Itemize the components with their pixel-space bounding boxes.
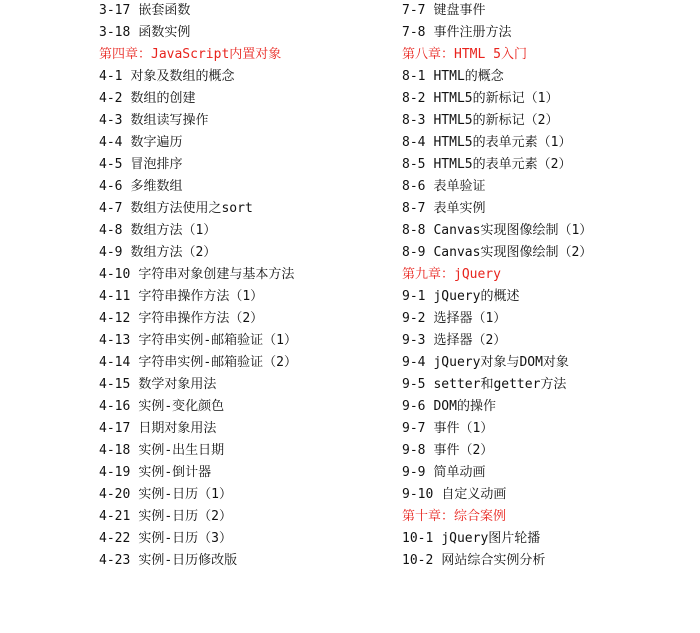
toc-entry bbox=[402, 242, 592, 264]
toc-entry bbox=[99, 132, 297, 154]
toc-entry bbox=[99, 440, 297, 462]
entry-number: 8-1 bbox=[402, 69, 426, 84]
entry-number: 4-6 bbox=[99, 179, 123, 194]
entry-title: Canvas实现图像绘制（1） bbox=[433, 223, 593, 238]
entry-title: 事件（2） bbox=[433, 443, 494, 458]
toc-right-column bbox=[402, 0, 592, 572]
entry-title: 自定义动画 bbox=[441, 487, 507, 502]
toc-left-column bbox=[99, 0, 297, 572]
toc-entry bbox=[402, 88, 592, 110]
entry-title: 日期对象用法 bbox=[138, 421, 217, 436]
entry-title: 实例-日历（1） bbox=[138, 487, 232, 502]
entry-title: 嵌套函数 bbox=[138, 3, 191, 18]
toc-entry bbox=[402, 352, 592, 374]
entry-number: 10-2 bbox=[402, 553, 434, 568]
entry-number: 9-4 bbox=[402, 355, 426, 370]
entry-number: 9-2 bbox=[402, 311, 426, 326]
toc-entry bbox=[99, 0, 297, 22]
entry-number: 4-9 bbox=[99, 245, 123, 260]
toc-entry bbox=[99, 264, 297, 286]
entry-number: 4-19 bbox=[99, 465, 131, 480]
entry-title: jQuery的概述 bbox=[433, 289, 520, 304]
entry-number: 8-4 bbox=[402, 135, 426, 150]
entry-number: 9-1 bbox=[402, 289, 426, 304]
entry-title: HTML5的表单元素（2） bbox=[433, 157, 572, 172]
entry-number: 4-11 bbox=[99, 289, 131, 304]
entry-title: Canvas实现图像绘制（2） bbox=[433, 245, 593, 260]
toc-entry bbox=[402, 330, 592, 352]
entry-number: 9-8 bbox=[402, 443, 426, 458]
entry-number: 8-5 bbox=[402, 157, 426, 172]
entry-number: 4-4 bbox=[99, 135, 123, 150]
entry-number: 4-23 bbox=[99, 553, 131, 568]
entry-title: 数组方法使用之sort bbox=[130, 201, 253, 216]
toc-entry bbox=[402, 440, 592, 462]
entry-number: 3-18 bbox=[99, 25, 131, 40]
toc-entry bbox=[99, 396, 297, 418]
chapter-heading: 第九章：jQuery bbox=[402, 267, 501, 282]
toc-entry bbox=[402, 308, 592, 330]
toc-entry bbox=[99, 528, 297, 550]
entry-title: DOM的操作 bbox=[433, 399, 496, 414]
toc-entry bbox=[402, 154, 592, 176]
entry-title: 字符串对象创建与基本方法 bbox=[138, 267, 295, 282]
toc-entry bbox=[99, 462, 297, 484]
entry-title: 实例-日历（3） bbox=[138, 531, 232, 546]
entry-number: 9-6 bbox=[402, 399, 426, 414]
toc-entry bbox=[99, 242, 297, 264]
toc-entry bbox=[99, 110, 297, 132]
entry-title: HTML5的表单元素（1） bbox=[433, 135, 572, 150]
entry-number: 4-10 bbox=[99, 267, 131, 282]
toc-entry bbox=[402, 176, 592, 198]
toc-entry bbox=[99, 352, 297, 374]
toc-entry bbox=[402, 528, 592, 550]
entry-title: 字符串实例-邮箱验证（1） bbox=[138, 333, 297, 348]
entry-title: 简单动画 bbox=[433, 465, 486, 480]
toc-entry bbox=[402, 286, 592, 308]
entry-number: 9-9 bbox=[402, 465, 426, 480]
entry-number: 4-12 bbox=[99, 311, 131, 326]
entry-number: 8-9 bbox=[402, 245, 426, 260]
entry-title: 数学对象用法 bbox=[138, 377, 217, 392]
entry-title: 字符串操作方法（2） bbox=[138, 311, 264, 326]
entry-number: 4-14 bbox=[99, 355, 131, 370]
toc-entry bbox=[402, 132, 592, 154]
toc-entry bbox=[402, 0, 592, 22]
entry-number: 7-7 bbox=[402, 3, 426, 18]
chapter-heading: 第四章：JavaScript内置对象 bbox=[99, 47, 282, 62]
entry-title: 选择器（2） bbox=[433, 333, 507, 348]
toc-entry bbox=[402, 462, 592, 484]
toc-entry bbox=[402, 374, 592, 396]
entry-title: jQuery对象与DOM对象 bbox=[433, 355, 569, 370]
entry-number: 4-15 bbox=[99, 377, 131, 392]
toc-entry bbox=[402, 198, 592, 220]
entry-number: 8-3 bbox=[402, 113, 426, 128]
toc-entry bbox=[402, 22, 592, 44]
entry-title: 数组读写操作 bbox=[130, 113, 209, 128]
entry-title: 实例-日历（2） bbox=[138, 509, 232, 524]
toc-entry bbox=[402, 484, 592, 506]
entry-number: 4-16 bbox=[99, 399, 131, 414]
toc-entry bbox=[99, 88, 297, 110]
entry-title: 字符串实例-邮箱验证（2） bbox=[138, 355, 297, 370]
toc-entry bbox=[99, 374, 297, 396]
toc-entry bbox=[402, 418, 592, 440]
entry-number: 4-18 bbox=[99, 443, 131, 458]
entry-number: 4-3 bbox=[99, 113, 123, 128]
toc-entry bbox=[99, 308, 297, 330]
entry-title: 事件（1） bbox=[433, 421, 494, 436]
entry-number: 4-2 bbox=[99, 91, 123, 106]
entry-number: 4-7 bbox=[99, 201, 123, 216]
entry-title: setter和getter方法 bbox=[433, 377, 567, 392]
entry-title: 实例-变化颜色 bbox=[138, 399, 225, 414]
entry-number: 9-3 bbox=[402, 333, 426, 348]
toc-entry bbox=[99, 176, 297, 198]
toc-entry bbox=[402, 66, 592, 88]
entry-number: 8-2 bbox=[402, 91, 426, 106]
toc-entry bbox=[99, 220, 297, 242]
entry-title: 键盘事件 bbox=[433, 3, 486, 18]
entry-title: 函数实例 bbox=[138, 25, 191, 40]
entry-number: 3-17 bbox=[99, 3, 131, 18]
toc-entry bbox=[99, 286, 297, 308]
entry-number: 10-1 bbox=[402, 531, 434, 546]
entry-number: 4-22 bbox=[99, 531, 131, 546]
toc-entry bbox=[99, 154, 297, 176]
toc-entry bbox=[99, 22, 297, 44]
toc-entry bbox=[402, 220, 592, 242]
entry-number: 4-8 bbox=[99, 223, 123, 238]
entry-number: 4-20 bbox=[99, 487, 131, 502]
entry-number: 9-10 bbox=[402, 487, 434, 502]
entry-title: 表单实例 bbox=[433, 201, 486, 216]
entry-number: 4-21 bbox=[99, 509, 131, 524]
entry-title: jQuery图片轮播 bbox=[441, 531, 541, 546]
entry-title: 表单验证 bbox=[433, 179, 486, 194]
entry-number: 9-5 bbox=[402, 377, 426, 392]
entry-title: 字符串操作方法（1） bbox=[138, 289, 264, 304]
entry-number: 4-1 bbox=[99, 69, 123, 84]
entry-title: 数字遍历 bbox=[130, 135, 183, 150]
entry-title: HTML5的新标记（2） bbox=[433, 113, 559, 128]
entry-number: 8-6 bbox=[402, 179, 426, 194]
entry-title: 多维数组 bbox=[130, 179, 183, 194]
entry-title: 事件注册方法 bbox=[433, 25, 512, 40]
toc-entry bbox=[99, 66, 297, 88]
entry-number: 4-5 bbox=[99, 157, 123, 172]
entry-title: 数组方法（1） bbox=[130, 223, 217, 238]
entry-title: 实例-出生日期 bbox=[138, 443, 225, 458]
entry-number: 4-17 bbox=[99, 421, 131, 436]
toc-entry bbox=[99, 506, 297, 528]
chapter-heading: 第十章：综合案例 bbox=[402, 509, 507, 524]
toc-entry bbox=[402, 396, 592, 418]
entry-number: 8-7 bbox=[402, 201, 426, 216]
entry-title: 选择器（1） bbox=[433, 311, 507, 326]
entry-title: 实例-日历修改版 bbox=[138, 553, 238, 568]
entry-title: 对象及数组的概念 bbox=[130, 69, 235, 84]
entry-title: HTML的概念 bbox=[433, 69, 504, 84]
toc-entry bbox=[99, 418, 297, 440]
toc-entry bbox=[99, 550, 297, 572]
entry-title: 数组的创建 bbox=[130, 91, 196, 106]
entry-title: 数组方法（2） bbox=[130, 245, 217, 260]
entry-title: 冒泡排序 bbox=[130, 157, 183, 172]
toc-entry bbox=[402, 110, 592, 132]
toc-entry bbox=[99, 198, 297, 220]
entry-number: 8-8 bbox=[402, 223, 426, 238]
entry-title: HTML5的新标记（1） bbox=[433, 91, 559, 106]
entry-number: 4-13 bbox=[99, 333, 131, 348]
chapter-heading: 第八章：HTML 5入门 bbox=[402, 47, 527, 62]
toc-entry bbox=[99, 330, 297, 352]
entry-number: 7-8 bbox=[402, 25, 426, 40]
entry-title: 实例-倒计器 bbox=[138, 465, 212, 480]
toc-entry bbox=[402, 550, 592, 572]
entry-title: 网站综合实例分析 bbox=[441, 553, 546, 568]
toc-entry bbox=[99, 484, 297, 506]
entry-number: 9-7 bbox=[402, 421, 426, 436]
